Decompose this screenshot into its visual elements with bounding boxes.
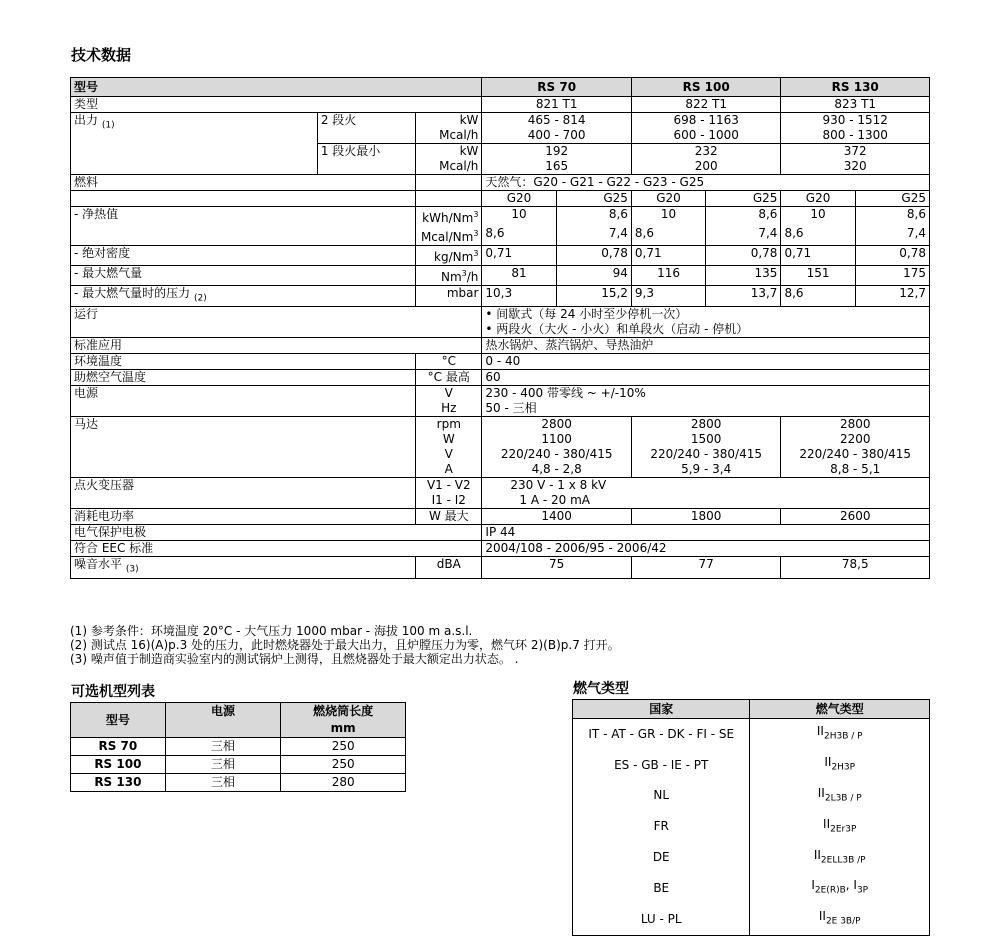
stage2-label: 2 段火 bbox=[317, 113, 415, 144]
max-flow-cell: 175 bbox=[855, 266, 929, 286]
heat-cell: 8,6 bbox=[482, 226, 556, 246]
output-cell: 200 bbox=[631, 159, 781, 175]
gas-col: G25 bbox=[855, 191, 929, 207]
output-label: 出力 bbox=[74, 113, 99, 127]
air-temp-value: 60 bbox=[482, 370, 930, 386]
table-row bbox=[573, 904, 930, 935]
options-header: 型号 bbox=[71, 703, 166, 738]
power-hz-value: 50 - 三相 bbox=[482, 401, 930, 417]
pressure-row bbox=[71, 286, 930, 307]
stage1-label: 1 段火最小 bbox=[317, 144, 415, 175]
gas-col: G20 bbox=[631, 191, 705, 207]
empty-cell bbox=[71, 191, 416, 207]
heat-label: - 净热值 bbox=[71, 207, 416, 246]
motor-cell: 2200 bbox=[781, 432, 930, 447]
consumption-cell: 2600 bbox=[781, 509, 930, 525]
technical-data-table bbox=[70, 77, 930, 579]
heat-cell: 8,6 bbox=[556, 207, 631, 227]
noise-unit: dBA bbox=[416, 557, 482, 578]
table-row bbox=[573, 812, 930, 843]
gas-category: $II_{2Er3P}$ bbox=[750, 812, 930, 843]
application-label: 标准应用 bbox=[71, 338, 482, 354]
options-title: 可选机型列表 bbox=[71, 684, 155, 700]
output-label-cell bbox=[71, 113, 318, 175]
heat-cell: 10 bbox=[781, 207, 855, 227]
output-cell: 192 bbox=[482, 144, 632, 160]
gas-header-row bbox=[573, 700, 930, 719]
density-cell: 0,78 bbox=[556, 246, 631, 266]
motor-cell: 220/240 - 380/415 bbox=[482, 447, 632, 462]
output-note: (1) bbox=[101, 120, 115, 131]
model-cell: RS 100 bbox=[631, 78, 781, 97]
ignition-v-value: 230 V - 1 x 8 kV bbox=[482, 478, 930, 494]
gas-country: ES - GB - IE - PT bbox=[573, 750, 750, 781]
protection-row bbox=[71, 525, 930, 541]
gas-country: BE bbox=[573, 873, 750, 904]
gas-country: IT - AT - GR - DK - FI - SE bbox=[573, 719, 750, 750]
option-model: RS 70 bbox=[71, 738, 166, 756]
motor-cell: 220/240 - 380/415 bbox=[781, 447, 930, 462]
option-power: 三相 bbox=[165, 738, 281, 756]
heat-unit-2: Mcal/Nm$^3$ bbox=[416, 226, 482, 246]
density-label: - 绝对密度 bbox=[71, 246, 416, 266]
type-row bbox=[71, 97, 930, 113]
power-unit-v: V bbox=[416, 386, 482, 402]
pressure-cell: 15,2 bbox=[556, 286, 631, 307]
ignition-i-value: 1 A - 20 mA bbox=[482, 493, 930, 509]
output-cell: 320 bbox=[781, 159, 930, 175]
option-length: 250 bbox=[281, 756, 406, 774]
output-cell: 600 - 1000 bbox=[631, 128, 781, 144]
output-cell: 372 bbox=[781, 144, 930, 160]
gas-category: $II_{2ELL3B /P}$ bbox=[750, 843, 930, 874]
page-title: 技术数据 bbox=[71, 46, 132, 64]
heat-cell: 7,4 bbox=[855, 226, 929, 246]
consumption-label: 消耗电功率 bbox=[71, 509, 416, 525]
heat-cell: 10 bbox=[482, 207, 556, 227]
heat-cell: 10 bbox=[631, 207, 705, 227]
heat-unit-1: kWh/Nm$^3$ bbox=[416, 207, 482, 227]
noise-cell: 78,5 bbox=[781, 557, 930, 578]
ignition-unit: I1 - I2 bbox=[416, 493, 482, 509]
type-label: 类型 bbox=[71, 97, 482, 113]
output-cell: 800 - 1300 bbox=[781, 128, 930, 144]
heat-value-row-1 bbox=[71, 207, 930, 227]
protection-value: IP 44 bbox=[482, 525, 930, 541]
options-header: 电源 bbox=[165, 703, 281, 738]
option-model: RS 100 bbox=[71, 756, 166, 774]
heat-cell: 8,6 bbox=[781, 226, 855, 246]
motor-cell: 2800 bbox=[631, 417, 781, 433]
output-cell: 698 - 1163 bbox=[631, 113, 781, 129]
pressure-cell: 8,6 bbox=[781, 286, 855, 307]
noise-cell: 77 bbox=[631, 557, 781, 578]
eec-label: 符合 EEC 标准 bbox=[71, 541, 482, 557]
noise-note: (3) bbox=[125, 564, 139, 575]
motor-cell: 4,8 - 2,8 bbox=[482, 462, 632, 478]
noise-cell: 75 bbox=[482, 557, 632, 578]
heat-cell: 7,4 bbox=[706, 226, 781, 246]
model-label: 型号 bbox=[71, 78, 482, 97]
pressure-label: - 最大燃气量时的压力 bbox=[74, 286, 191, 300]
ambient-row bbox=[71, 354, 930, 370]
table-row bbox=[71, 738, 406, 756]
max-flow-unit: Nm$^3$/h bbox=[416, 266, 482, 286]
footnote-3: (3) 噪声值于制造商实验室内的测试锅炉上测得，且燃烧器处于最大额定出力状态。 . bbox=[70, 652, 519, 666]
heat-cell: 8,6 bbox=[855, 207, 929, 227]
fuel-label: 燃料 bbox=[71, 175, 416, 191]
motor-rpm-row bbox=[71, 417, 930, 433]
density-cell: 0,71 bbox=[482, 246, 556, 266]
gas-category: $II_{2E 3B/P}$ bbox=[750, 904, 930, 935]
motor-unit: A bbox=[416, 462, 482, 478]
ambient-label: 环境温度 bbox=[71, 354, 416, 370]
gas-country: NL bbox=[573, 781, 750, 812]
consumption-cell: 1400 bbox=[482, 509, 632, 525]
gas-header: 国家 bbox=[573, 700, 750, 719]
operation-label: 运行 bbox=[71, 307, 482, 338]
density-cell: 0,71 bbox=[631, 246, 705, 266]
gas-columns-row bbox=[71, 191, 930, 207]
pressure-label-cell bbox=[71, 286, 416, 307]
gas-country: DE bbox=[573, 843, 750, 874]
model-row bbox=[71, 78, 930, 97]
type-cell: 821 T1 bbox=[482, 97, 632, 113]
gas-country: LU - PL bbox=[573, 904, 750, 935]
table-row bbox=[573, 843, 930, 874]
unit-mcal: Mcal/h bbox=[416, 128, 482, 144]
model-cell: RS 130 bbox=[781, 78, 930, 97]
output-cell: 165 bbox=[482, 159, 632, 175]
operation-value: • 间歇式（每 24 小时至少停机一次） bbox=[482, 307, 930, 323]
application-row bbox=[71, 338, 930, 354]
pressure-cell: 12,7 bbox=[855, 286, 929, 307]
max-flow-label: - 最大燃气量 bbox=[71, 266, 416, 286]
max-flow-cell: 151 bbox=[781, 266, 855, 286]
table-row bbox=[71, 774, 406, 792]
ignition-label: 点火变压器 bbox=[71, 478, 416, 509]
gas-col: G25 bbox=[706, 191, 781, 207]
motor-cell: 1500 bbox=[631, 432, 781, 447]
motor-unit: V bbox=[416, 447, 482, 462]
table-row bbox=[71, 756, 406, 774]
gas-col: G20 bbox=[781, 191, 855, 207]
motor-cell: 2800 bbox=[482, 417, 632, 433]
gas-col: G25 bbox=[556, 191, 631, 207]
ambient-value: 0 - 40 bbox=[482, 354, 930, 370]
max-flow-cell: 94 bbox=[556, 266, 631, 286]
gas-category: $II_{2L3B / P}$ bbox=[750, 781, 930, 812]
pressure-cell: 9,3 bbox=[631, 286, 705, 307]
eec-value: 2004/108 - 2006/95 - 2006/42 bbox=[482, 541, 930, 557]
consumption-row bbox=[71, 509, 930, 525]
type-cell: 823 T1 bbox=[781, 97, 930, 113]
option-model: RS 130 bbox=[71, 774, 166, 792]
table-row bbox=[573, 750, 930, 781]
fuel-row bbox=[71, 175, 930, 191]
type-cell: 822 T1 bbox=[631, 97, 781, 113]
max-flow-cell: 135 bbox=[706, 266, 781, 286]
option-length: 280 bbox=[281, 774, 406, 792]
footnote-1: (1) 参考条件：环境温度 20°C - 大气压力 1000 mbar - 海拔 100 m a.s.l. bbox=[70, 624, 473, 638]
table-row bbox=[573, 719, 930, 750]
motor-cell: 5,9 - 3,4 bbox=[631, 462, 781, 478]
option-length: 250 bbox=[281, 738, 406, 756]
table-row bbox=[573, 781, 930, 812]
eec-row bbox=[71, 541, 930, 557]
output-cell: 232 bbox=[631, 144, 781, 160]
gas-category: $II_{2H3B / P}$ bbox=[750, 719, 930, 750]
gas-col: G20 bbox=[482, 191, 556, 207]
max-flow-cell: 81 bbox=[482, 266, 556, 286]
fuel-value: 天然气：G20 - G21 - G22 - G23 - G25 bbox=[482, 175, 930, 191]
empty-cell bbox=[416, 191, 482, 207]
gas-types-title: 燃气类型 bbox=[573, 681, 629, 697]
density-cell: 0,71 bbox=[781, 246, 855, 266]
power-unit-hz: Hz bbox=[416, 401, 482, 417]
ambient-unit: °C bbox=[416, 354, 482, 370]
power-label: 电源 bbox=[71, 386, 416, 417]
noise-label-cell bbox=[71, 557, 416, 578]
options-header: 燃烧筒长度 mm bbox=[281, 703, 406, 738]
operation-value: • 两段火（大火 - 小火）和单段火（启动 - 停机） bbox=[482, 322, 930, 338]
density-cell: 0,78 bbox=[855, 246, 929, 266]
motor-cell: 1100 bbox=[482, 432, 632, 447]
air-temp-unit: °C 最高 bbox=[416, 370, 482, 386]
output-cell: 930 - 1512 bbox=[781, 113, 930, 129]
consumption-unit: W 最大 bbox=[416, 509, 482, 525]
unit-kw: kW bbox=[416, 144, 482, 160]
density-unit: kg/Nm$^3$ bbox=[416, 246, 482, 266]
motor-label: 马达 bbox=[71, 417, 416, 478]
output-stage2-kw-row bbox=[71, 113, 930, 129]
motor-cell: 220/240 - 380/415 bbox=[631, 447, 781, 462]
density-row bbox=[71, 246, 930, 266]
pressure-note: (2) bbox=[193, 293, 207, 304]
operation-row-1 bbox=[71, 307, 930, 323]
application-value: 热水锅炉、蒸汽锅炉、导热油炉 bbox=[482, 338, 930, 354]
noise-label: 噪音水平 bbox=[74, 557, 123, 572]
model-cell: RS 70 bbox=[482, 78, 632, 97]
option-power: 三相 bbox=[165, 756, 281, 774]
noise-row bbox=[71, 557, 930, 578]
heat-cell: 8,6 bbox=[631, 226, 705, 246]
consumption-cell: 1800 bbox=[631, 509, 781, 525]
gas-header: 燃气类型 bbox=[750, 700, 930, 719]
pressure-cell: 13,7 bbox=[706, 286, 781, 307]
ignition-v-row bbox=[71, 478, 930, 494]
ignition-unit: V1 - V2 bbox=[416, 478, 482, 494]
unit-mcal: Mcal/h bbox=[416, 159, 482, 175]
footnotes bbox=[70, 624, 620, 666]
footnote-2: (2) 测试点 16)(A)p.3 处的压力，此时燃烧器处于最大出力，且炉膛压力为零，燃气环 2)(B)p.7 打开。 bbox=[70, 638, 620, 652]
density-cell: 0,78 bbox=[706, 246, 781, 266]
empty-cell bbox=[416, 175, 482, 191]
options-header-row bbox=[71, 703, 406, 738]
heat-cell: 8,6 bbox=[706, 207, 781, 227]
output-cell: 465 - 814 bbox=[482, 113, 632, 129]
heat-cell: 7,4 bbox=[556, 226, 631, 246]
motor-unit: rpm bbox=[416, 417, 482, 433]
protection-label: 电气保护电极 bbox=[71, 525, 482, 541]
max-flow-row bbox=[71, 266, 930, 286]
motor-cell: 8,8 - 5,1 bbox=[781, 462, 930, 478]
motor-unit: W bbox=[416, 432, 482, 447]
option-power: 三相 bbox=[165, 774, 281, 792]
optional-models-table bbox=[70, 702, 406, 792]
pressure-cell: 10,3 bbox=[482, 286, 556, 307]
unit-kw: kW bbox=[416, 113, 482, 129]
gas-category: $I_{2E(R)B}$, $I_{3P}$ bbox=[750, 873, 930, 904]
power-v-value: 230 - 400 带零线 ~ +/-10% bbox=[482, 386, 930, 402]
air-temp-label: 助燃空气温度 bbox=[71, 370, 416, 386]
table-row bbox=[573, 873, 930, 904]
gas-country: FR bbox=[573, 812, 750, 843]
air-temp-row bbox=[71, 370, 930, 386]
power-v-row bbox=[71, 386, 930, 402]
gas-types-table bbox=[572, 699, 930, 936]
max-flow-cell: 116 bbox=[631, 266, 705, 286]
gas-category: $II_{2H3P}$ bbox=[750, 750, 930, 781]
motor-cell: 2800 bbox=[781, 417, 930, 433]
pressure-unit: mbar bbox=[416, 286, 482, 307]
output-cell: 400 - 700 bbox=[482, 128, 632, 144]
